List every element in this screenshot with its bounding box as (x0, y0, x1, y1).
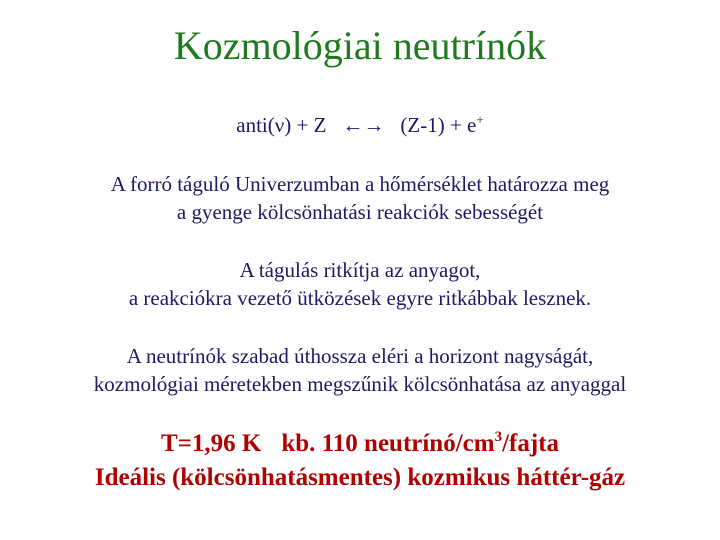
temperature-value: T=1,96 K (160, 430, 262, 457)
paragraph-line: A forró táguló Univerzumban a hőmérséklet határozza meg (110, 172, 610, 196)
density-unit-tail: /fajta (502, 430, 560, 457)
result-line-2: Ideális (kölcsönhatásmentes) kozmikus háttér-gáz (94, 464, 626, 491)
slide-title: Kozmológiai neutrínók (173, 23, 547, 68)
paragraph-line: kozmológiai méretekben megszűnik kölcsönhatása az anyaggal (93, 372, 627, 396)
density-value: kb. 110 neutrínó/cm (281, 430, 495, 457)
paragraph-decoupling (0, 342, 720, 398)
reaction-right-side: (Z-1) + e (400, 113, 477, 137)
double-arrow-icon: ←→ (342, 113, 385, 137)
paragraph-line: a reakciókra vezető ütközések egyre ritkábbak lesznek. (128, 286, 592, 310)
result-line-1 (0, 427, 720, 461)
paragraph-line: A neutrínók szabad úthossza eléri a horizont nagyságát, (126, 344, 594, 368)
paragraph-expansion (0, 256, 720, 312)
reaction-equation (0, 111, 720, 139)
paragraph-line: a gyenge kölcsönhatási reakciók sebességét (176, 200, 544, 224)
reaction-left-side: anti(ν) + Z (236, 113, 327, 137)
paragraph-temperature (0, 170, 720, 226)
positron-charge: + (476, 112, 484, 127)
density-exponent: 3 (494, 429, 503, 445)
result-block (0, 427, 720, 495)
paragraph-line: A tágulás ritkítja az anyagot, (239, 258, 481, 282)
